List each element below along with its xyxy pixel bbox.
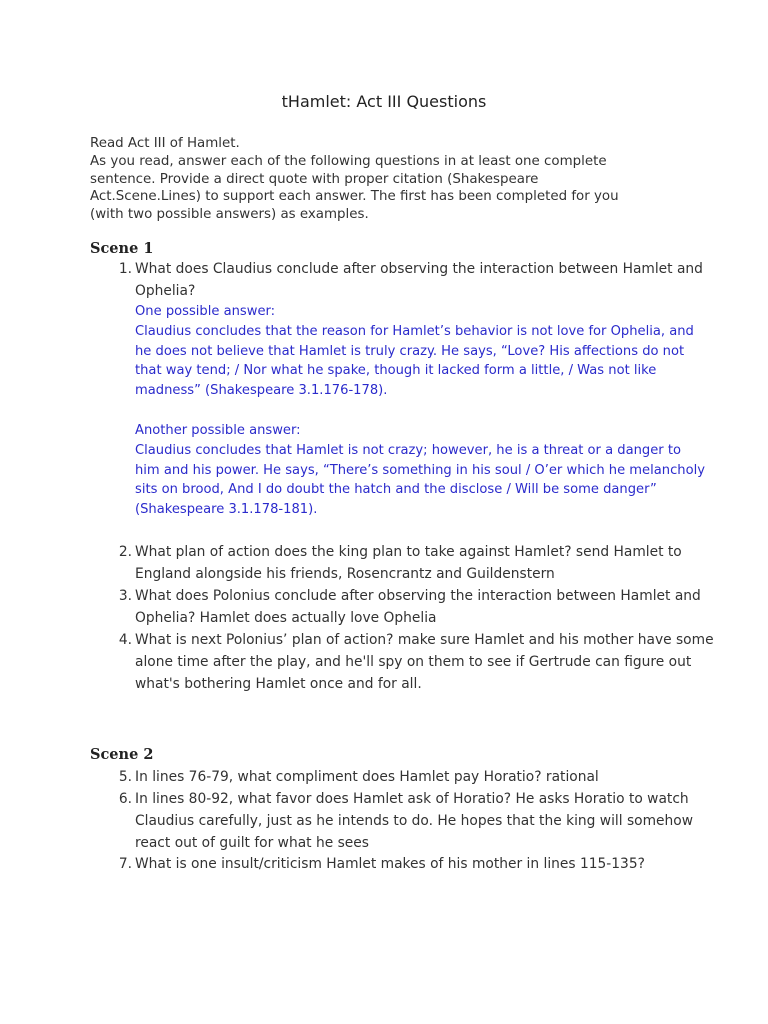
question-number: 2. xyxy=(118,544,132,560)
question-text: In lines 80-92, what favor does Hamlet ask of Horatio? He asks Horatio to watch Claudius carefully, just as he intends to do. He hopes that the king will somehow react out of guilt for what he sees xyxy=(135,791,693,851)
question-5 xyxy=(90,767,715,789)
answer-label: Another possible answer: xyxy=(135,423,301,438)
question-7 xyxy=(90,854,715,876)
question-2 xyxy=(90,542,715,586)
question-text: What is one insult/criticism Hamlet makes of his mother in lines 115-135? xyxy=(135,856,645,872)
question-3 xyxy=(90,586,715,630)
question-text: What does Polonius conclude after observing the interaction between Hamlet and Ophelia? Hamlet does actually love Ophelia xyxy=(135,588,701,626)
question-number: 3. xyxy=(118,588,132,604)
scene-1-heading: Scene 1 xyxy=(90,240,154,257)
question-number: 4. xyxy=(118,632,132,648)
instructions-line-1: Read Act III of Hamlet. xyxy=(90,136,240,151)
answer-text: Claudius concludes that Hamlet is not crazy; however, he is a threat or a danger to him and his power. He says, “There’s something in his soul / O’er which he melancholy sits on brood, And I do doubt the hatch and the disclose / Will be some danger” (Shakespeare 3.1.178-181). xyxy=(135,442,705,518)
scene-2-heading: Scene 2 xyxy=(90,746,154,763)
instructions-line-2: As you read, answer each of the following questions in at least one complete sentence. Provide a direct quote with proper citation (Shakespeare Act.Scene.Lines) to support each answer. The first has been completed for you (with two possible answers) as examples. xyxy=(90,153,619,223)
page-title: tHamlet: Act III Questions xyxy=(281,92,487,111)
question-number: 1. xyxy=(118,261,132,277)
question-text: What plan of action does the king plan to take against Hamlet? send Hamlet to England alongside his friends, Rosencrantz and Guildenstern xyxy=(135,544,682,582)
instructions xyxy=(90,135,650,224)
question-number: 7. xyxy=(118,856,132,872)
question-number: 6. xyxy=(118,791,132,807)
question-1 xyxy=(90,259,715,303)
answer-label: One possible answer: xyxy=(135,304,276,319)
question-number: 5. xyxy=(118,769,132,785)
question-6 xyxy=(90,789,715,854)
question-4 xyxy=(90,630,715,695)
example-answer-2 xyxy=(135,421,705,520)
question-text: What does Claudius conclude after observing the interaction between Hamlet and Ophelia? xyxy=(135,261,703,299)
answer-text: Claudius concludes that the reason for Hamlet’s behavior is not love for Ophelia, and he does not believe that Hamlet is truly crazy. He says, “Love? His affections do not that way tend; / Nor what he spake, though it lacked form a little, / Was not like madness” (Shakespeare 3.1.176-178). xyxy=(135,323,694,399)
question-text: What is next Polonius’ plan of action? make sure Hamlet and his mother have some alone time after the play, and he'll spy on them to see if Gertrude can figure out what's bothering Hamlet once and for all. xyxy=(135,632,714,692)
example-answer-1 xyxy=(135,302,705,401)
question-text: In lines 76-79, what compliment does Hamlet pay Horatio? rational xyxy=(135,769,599,785)
